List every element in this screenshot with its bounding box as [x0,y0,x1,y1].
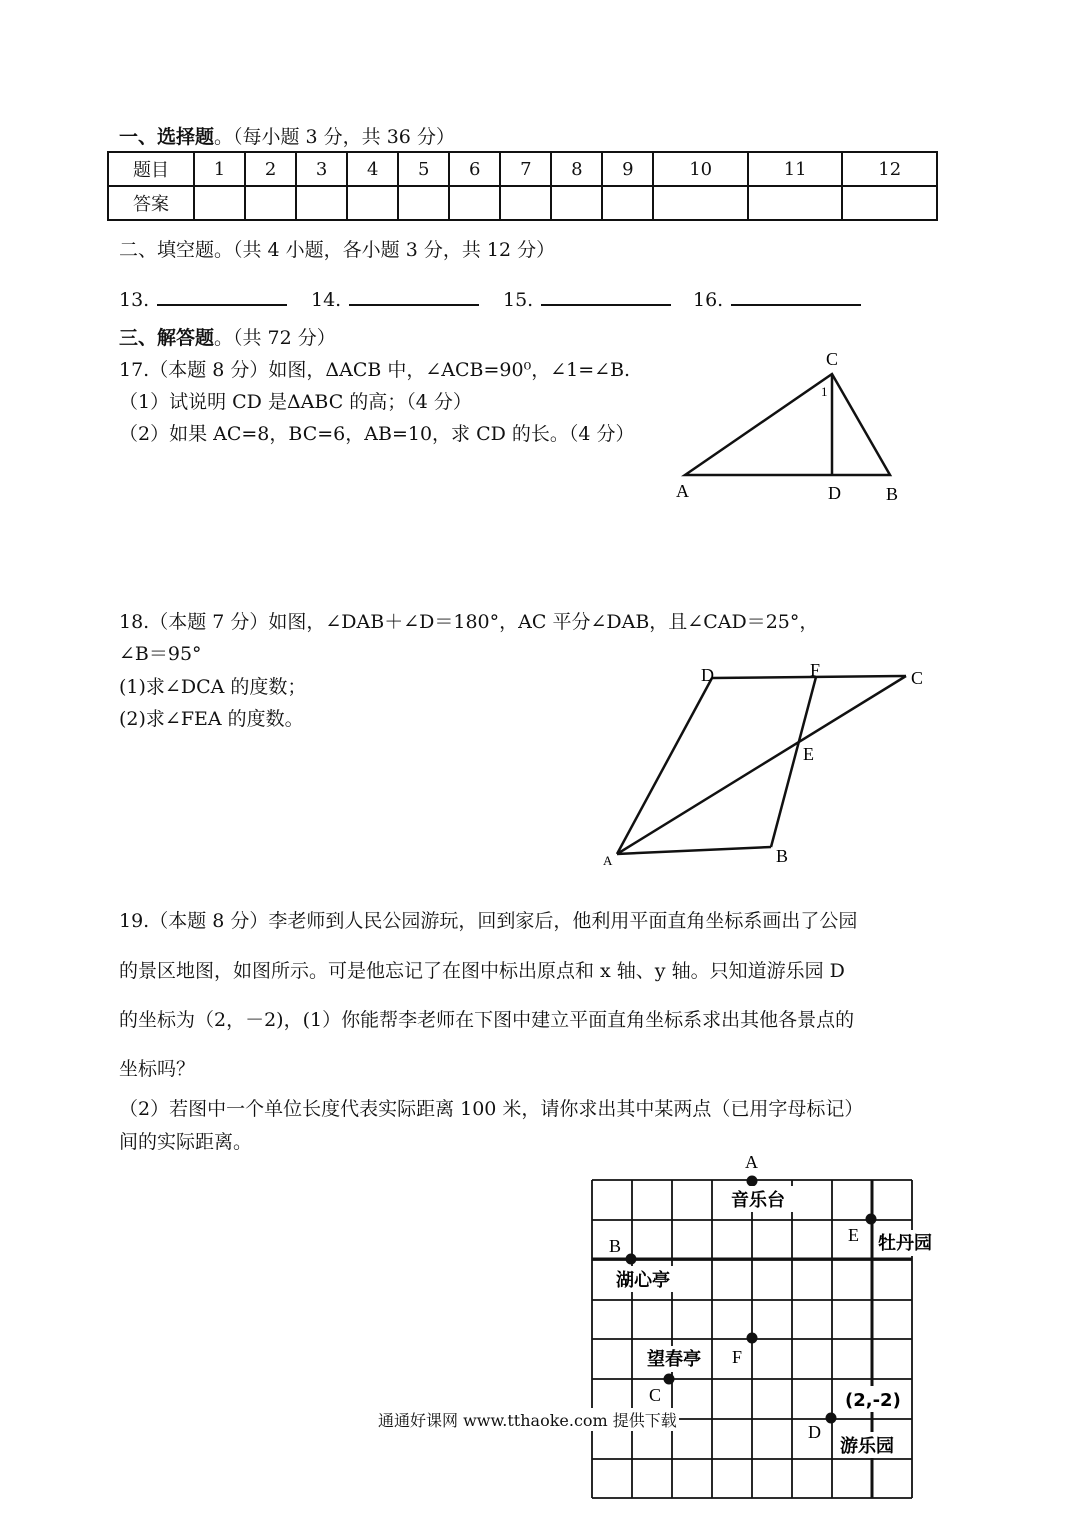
question-number: 12 [842,152,937,186]
question-number: 7 [500,152,551,186]
q19-park-map [580,1148,935,1510]
blank-16 [693,286,861,311]
place-name-c: 望春亭 [647,1349,701,1370]
answer-line[interactable] [541,286,671,306]
answer-cell[interactable] [500,186,551,220]
vertex-label-f: F [810,660,821,680]
question-number: 4 [347,152,398,186]
q19-line1: 19.（本题 8 分）李老师到人民公园游玩，回到家后，他利用平面直角坐标系画出了公园 [119,910,858,932]
q18-line1: 18.（本题 7 分）如图，∠DAB＋∠D＝180°，AC 平分∠DAB，且∠CAD＝25°， [119,611,819,633]
q19-line2: 的景区地图，如图所示。可是他忘记了在图中标出原点和 x 轴、y 轴。只知道游乐园 D [119,960,845,982]
question-number: 3 [296,152,347,186]
point-label-f: F [732,1347,743,1367]
point-c [664,1374,675,1385]
q17-triangle-figure [660,340,920,520]
answer-table-number-row [108,152,937,186]
q18-line4: (2)求∠FEA 的度数。 [119,708,304,730]
blank-15 [503,286,671,311]
point-d [826,1413,837,1424]
answer-cell[interactable] [398,186,449,220]
place-name-e: 牡丹园 [878,1233,932,1254]
question-number: 11 [748,152,843,186]
point-label-b: B [609,1236,622,1256]
question-number: 9 [602,152,653,186]
q19-line4: 坐标吗？ [119,1058,196,1080]
point-f [747,1333,758,1344]
answer-cell[interactable] [551,186,602,220]
answer-cell[interactable] [449,186,500,220]
section3-title: 三、解答题 [119,327,215,349]
answer-cell[interactable] [296,186,347,220]
answer-cell[interactable] [347,186,398,220]
vertex-label-a: A [603,853,613,868]
segment-ab [617,847,771,854]
answer-cell[interactable] [842,186,937,220]
answer-line[interactable] [731,286,861,306]
answer-cell[interactable] [602,186,653,220]
segment-ac [617,676,906,854]
coordinate-label-d: (2,-2) [845,1390,901,1411]
blank-label: 13. [119,289,150,311]
vertex-label-a: A [676,481,689,501]
q19-line3: 的坐标为（2，－2)，(1）你能帮李老师在下图中建立平面直角坐标系求出其他各景点的 [119,1009,855,1031]
answer-table-answer-row [108,186,937,220]
vertex-label-e: E [803,744,814,764]
blank-14 [311,286,479,311]
point-a [747,1176,758,1187]
blank-label: 15. [503,289,534,311]
answer-cell[interactable] [245,186,296,220]
q19-line5: （2）若图中一个单位长度代表实际距离 100 米，请你求出其中某两点（已用字母标记） [119,1098,864,1120]
section2-title: 二、填空题。（共 4 小题，各小题 3 分，共 12 分） [119,239,556,261]
q17-line2: （1）试说明 CD 是ΔABC 的高；（4 分） [119,391,472,413]
point-b [626,1254,637,1265]
q17-line3: （2）如果 AC=8，BC=6，AB=10，求 CD 的长。（4 分） [119,423,635,445]
answer-cell[interactable] [748,186,843,220]
blank-label: 16. [693,289,724,311]
answer-line[interactable] [157,286,287,306]
point-label-e: E [848,1225,859,1245]
section1-note: 。（每小题 3 分，共 36 分） [214,126,455,148]
answer-table [107,151,938,221]
question-number: 6 [449,152,500,186]
place-name-b: 湖心亭 [616,1270,670,1291]
vertex-label-d: D [828,483,841,503]
blank-13 [119,286,287,311]
point-label-d: D [808,1422,821,1442]
q17-line1: 17.（本题 8 分）如图，ΔACB 中，∠ACB=90⁰，∠1=∠B. [119,359,631,381]
answer-cell[interactable] [194,186,245,220]
vertex-label-d: D [701,665,714,685]
vertex-label-c: C [911,668,924,688]
angle-label-1: 1 [821,384,828,399]
point-label-a: A [745,1152,758,1172]
footer-watermark: 通通好课网 www.tthaoke.com 提供下载 [376,1408,679,1431]
point-label-c: C [649,1385,662,1405]
row-head-question: 题目 [108,152,194,186]
question-number: 10 [653,152,748,186]
q18-line3: (1)求∠DCA 的度数； [119,676,307,698]
place-name-d: 游乐园 [840,1436,894,1457]
segment-ad [617,678,712,854]
triangle-acb [685,374,890,475]
section1-title: 一、选择题 [119,126,215,148]
question-number: 5 [398,152,449,186]
question-number: 1 [194,152,245,186]
vertex-label-b: B [776,846,789,866]
answer-line[interactable] [349,286,479,306]
place-name-a: 音乐台 [731,1190,785,1211]
answer-cell[interactable] [653,186,748,220]
segment-dc [712,676,906,678]
q18-line2: ∠B＝95° [119,643,202,665]
point-e [866,1214,877,1225]
vertex-label-c: C [826,349,839,369]
section3-heading [119,323,336,350]
blank-label: 14. [311,289,342,311]
row-head-answer: 答案 [108,186,194,220]
q18-quadrilateral-figure [595,655,945,870]
section1-heading [119,122,455,149]
vertex-label-b: B [886,484,899,504]
section3-note: 。（共 72 分） [214,327,336,349]
question-number: 8 [551,152,602,186]
q19-line6: 间的实际距离。 [119,1131,253,1153]
question-number: 2 [245,152,296,186]
